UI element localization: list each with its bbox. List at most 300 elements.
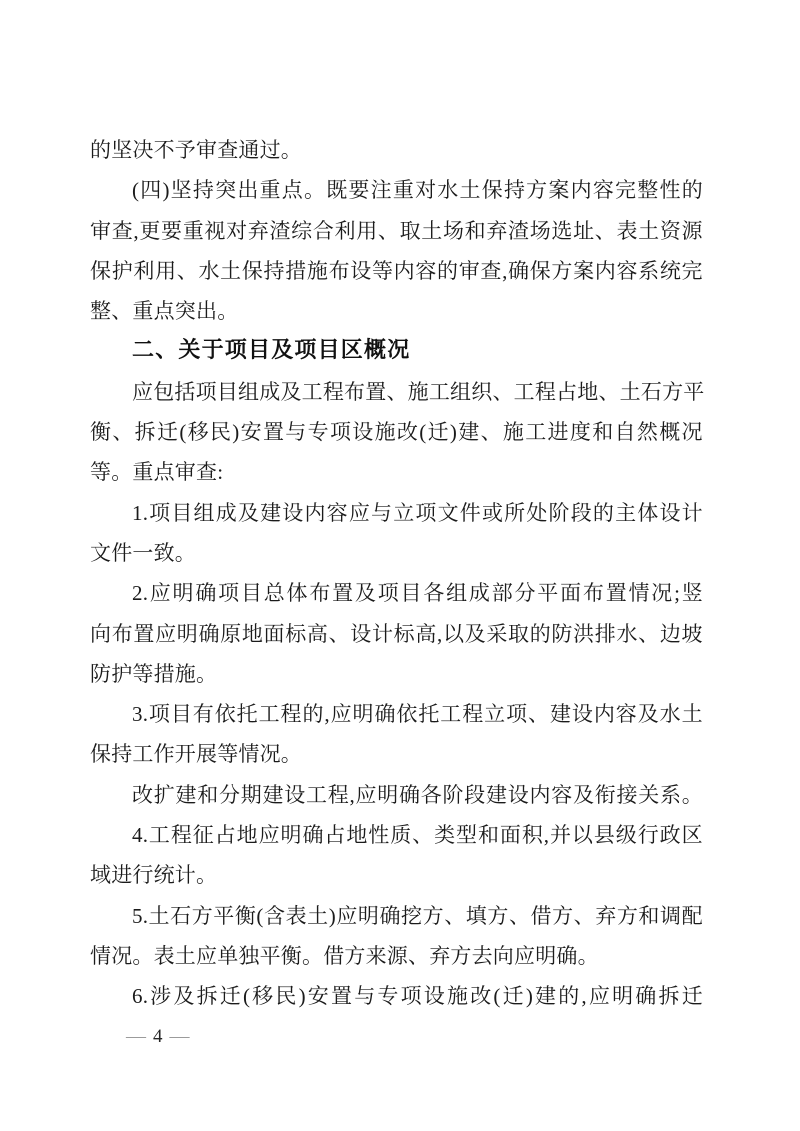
text-char: 洪 (573, 621, 595, 646)
text-char: 调 (659, 903, 682, 928)
text-char: 借 (530, 903, 552, 928)
text-char: 专 (377, 984, 399, 1009)
text-char: 应 (348, 500, 371, 525)
text-char: 程 (462, 702, 484, 727)
text-char: 更 (139, 218, 161, 243)
text-char: 托 (236, 702, 258, 727)
text-char: 既 (326, 178, 348, 203)
text-char: 组 (450, 379, 472, 404)
text-char: 改 (132, 782, 154, 807)
text-char: 持 (192, 178, 215, 203)
text-char: 计 (371, 621, 394, 646)
text-char: 内 (593, 702, 616, 727)
text-char: 置 (332, 581, 354, 606)
text-char: 织 (471, 379, 493, 404)
text-char: 址 (573, 218, 595, 243)
text-char: , (581, 984, 587, 1009)
text-char: 平 (683, 379, 705, 404)
text-char: 水 (198, 258, 220, 283)
text-char: 拆 (134, 420, 156, 445)
text-line: 等。重点审查: (90, 460, 224, 485)
text-char: 迁 (502, 984, 524, 1009)
text-char: 整 (637, 178, 659, 203)
text-char: 专 (307, 420, 329, 445)
text-char: 挖 (401, 903, 423, 928)
text-char: 段 (464, 782, 486, 807)
text-char: 标 (285, 621, 307, 646)
text-char: 建 (175, 782, 197, 807)
text-char: 工 (148, 823, 171, 848)
text-char: 应 (355, 782, 377, 807)
text-line: 情况。表土应单独平衡。借方来源、弃方去向应明确。 (90, 943, 599, 968)
text-line (90, 775, 703, 815)
text-char: 确 (508, 258, 530, 283)
text-char: 阶 (548, 500, 570, 525)
text-char: 确 (379, 903, 401, 928)
text-char: 地 (577, 379, 599, 404)
text-char: 和 (197, 782, 219, 807)
text-line (90, 896, 703, 936)
text-char: 设 (350, 258, 372, 283)
text-char: 坡 (681, 621, 703, 646)
text-char: 各 (423, 581, 445, 606)
text-char: 移 (252, 984, 274, 1009)
text-line (90, 694, 703, 734)
text-char: 施 (374, 420, 396, 445)
text-char: 排 (594, 621, 616, 646)
text-char: 度 (569, 420, 592, 445)
text-char: 。 (681, 782, 703, 807)
text-char: 防 (551, 621, 573, 646)
text-char: 、 (112, 420, 134, 445)
text-char: 对 (226, 218, 248, 243)
text-line (90, 170, 703, 210)
text-char: ) (525, 984, 534, 1009)
text-char: 方 (422, 903, 444, 928)
text-char: 系 (660, 782, 682, 807)
text-char: 及 (354, 581, 377, 606)
text-char: 的 (681, 178, 703, 203)
text-char: 建 (260, 500, 282, 525)
text-char: 重 (182, 218, 204, 243)
text-char: 原 (220, 621, 242, 646)
text-char: 容 (326, 500, 348, 525)
text-char: 面 (263, 621, 285, 646)
text-char: , (543, 823, 550, 848)
text-char: 方 (526, 178, 548, 203)
text-line: 防护等措施。 (90, 661, 218, 686)
text-char: 征 (192, 823, 214, 848)
text-char: 设 (423, 984, 445, 1009)
text-char: 质 (390, 823, 412, 848)
text-char: 的 (302, 702, 324, 727)
text-char: 应 (258, 823, 280, 848)
text-char: 程 (327, 782, 349, 807)
text-char: , (502, 258, 508, 283)
text-char: 土 (638, 218, 660, 243)
text-char: 应 (588, 984, 611, 1009)
text-char: 视 (204, 218, 226, 243)
text-char: 型 (456, 823, 478, 848)
text-char: ( (132, 178, 140, 203)
text-char: 迁 (156, 420, 179, 445)
text-char: 地 (236, 823, 258, 848)
text-char: 4. (132, 823, 149, 848)
text-char: 重 (392, 178, 415, 203)
text-char: 护 (111, 258, 133, 283)
text-char: 确 (302, 823, 324, 848)
text-char: 。 (303, 178, 326, 203)
text-char: 移 (187, 420, 209, 445)
text-char: 自 (614, 420, 636, 445)
text-char: 高 (306, 621, 329, 646)
text-char: 弃 (247, 218, 269, 243)
text-char: 土 (421, 218, 443, 243)
text-line: 域进行统计。 (90, 863, 218, 888)
text-char: 衡 (234, 903, 257, 928)
text-char: 确 (374, 702, 396, 727)
text-line (90, 976, 703, 1016)
text-char: 建 (535, 984, 557, 1009)
text-char: 程 (170, 823, 193, 848)
text-char: 、 (176, 258, 198, 283)
text-char: 工 (428, 379, 451, 404)
text-char: 组 (193, 500, 215, 525)
text-char: , (324, 702, 330, 727)
text-char: 5. (132, 903, 149, 928)
text-char: 施 (306, 258, 329, 283)
text-char: 确 (399, 782, 421, 807)
text-char: ; (674, 581, 681, 606)
text-char: 区 (681, 823, 703, 848)
text-char: 确 (635, 984, 657, 1009)
section-heading: 二、关于项目及项目区概况 (132, 338, 411, 364)
text-char: 的 (592, 500, 615, 525)
text-char: 体 (637, 500, 659, 525)
text-char: ( (179, 420, 187, 445)
text-char: , (437, 621, 443, 646)
text-char: 等 (371, 258, 394, 283)
text-char: 与 (285, 420, 307, 445)
text-char: 应 (149, 581, 171, 606)
text-line (90, 573, 703, 613)
text-char: 然 (636, 420, 659, 445)
text-char: 况 (651, 581, 673, 606)
text-char: 改 (470, 984, 492, 1009)
text-char: 资 (659, 218, 682, 243)
text-char: 政 (659, 823, 681, 848)
text-char: 和 (464, 218, 486, 243)
text-char: 和 (592, 420, 614, 445)
text-char: 改 (396, 420, 419, 445)
text-char: 方 (191, 903, 213, 928)
text-char: 方 (552, 903, 574, 928)
text-char: 依 (214, 702, 236, 727)
text-char: 设 (507, 782, 529, 807)
text-char: 设 (284, 782, 306, 807)
text-char: 、 (328, 621, 350, 646)
text-char: 应 (132, 379, 154, 404)
text-char: 主 (615, 500, 637, 525)
text-char: 持 (503, 178, 526, 203)
text-char: 有 (192, 702, 214, 727)
text-char: 件 (459, 500, 481, 525)
text-char: 工 (258, 702, 280, 727)
text-char: 地 (241, 621, 264, 646)
text-char: 、 (480, 420, 502, 445)
text-char: 措 (285, 258, 307, 283)
text-char: 项 (149, 500, 171, 525)
text-char: 完 (615, 178, 637, 203)
text-char: 类 (434, 823, 456, 848)
text-char: 容 (615, 702, 637, 727)
document-body (90, 130, 703, 1017)
text-char: 工 (440, 702, 462, 727)
text-char: ) (162, 178, 170, 203)
text-char: 内 (594, 258, 616, 283)
text-char: 以 (442, 621, 465, 646)
text-char: 段 (570, 500, 592, 525)
text-char: 体 (286, 581, 308, 606)
text-char: 表 (616, 218, 638, 243)
text-char: 立 (393, 500, 415, 525)
text-char: 性 (368, 823, 390, 848)
text-char: 明 (357, 903, 380, 928)
text-char: 目 (171, 500, 193, 525)
text-char: 的 (558, 984, 580, 1009)
text-char: 内 (304, 500, 326, 525)
text-line: 的坚决不予审查通过。 (90, 138, 302, 162)
text-char: ( (256, 903, 264, 928)
text-char: 土 (307, 903, 329, 928)
text-char: 安 (307, 984, 329, 1009)
text-char: 的 (529, 621, 551, 646)
text-char: ) (449, 420, 458, 445)
text-char: 方 (551, 258, 573, 283)
text-char: 高 (415, 621, 437, 646)
text-char: 项 (400, 984, 422, 1009)
text-char: 面 (499, 823, 522, 848)
text-char: 项 (148, 702, 171, 727)
text-char: 建 (262, 782, 284, 807)
text-line: 保持工作开展等情况。 (90, 742, 302, 767)
text-char: 项 (415, 500, 437, 525)
text-char: 容 (415, 258, 437, 283)
text-char: 级 (615, 823, 637, 848)
text-char: 布 (309, 581, 331, 606)
text-char: 接 (616, 782, 638, 807)
text-char: 迁 (427, 420, 449, 445)
text-char: 及 (464, 621, 486, 646)
text-char: 项 (329, 420, 352, 445)
text-char: 、 (386, 379, 408, 404)
text-char: 应 (330, 702, 352, 727)
text-char: 布 (582, 581, 605, 606)
text-line (90, 614, 703, 654)
text-char: 坚 (170, 178, 192, 203)
text-char: 场 (442, 218, 465, 243)
page-footer (126, 1016, 190, 1056)
text-line (90, 372, 703, 412)
text-char: 置 (133, 621, 155, 646)
text-char: 设 (571, 702, 594, 727)
page-number: 4 (153, 1026, 163, 1047)
text-char: 保 (90, 258, 112, 283)
text-char: 占 (214, 823, 236, 848)
text-char: 或 (481, 500, 504, 525)
text-char: 内 (393, 258, 415, 283)
text-char: 置 (262, 420, 285, 445)
text-char: 保 (241, 258, 264, 283)
text-char: 安 (240, 420, 262, 445)
text-char: 案 (573, 258, 595, 283)
text-line: 整、重点突出。 (90, 299, 239, 324)
text-char: 取 (508, 621, 530, 646)
text-char: 对 (415, 178, 437, 203)
text-char: 进 (547, 420, 569, 445)
text-char: 情 (628, 581, 650, 606)
text-char: 及 (173, 984, 195, 1009)
text-char: 、 (638, 621, 660, 646)
text-char: 用 (155, 258, 177, 283)
text-char: 及 (280, 379, 302, 404)
text-char: 包 (153, 379, 175, 404)
text-char: 及 (237, 500, 260, 525)
text-char: 置 (365, 379, 387, 404)
text-char: 要 (348, 178, 370, 203)
text-char: 及 (573, 782, 595, 807)
text-char: 注 (370, 178, 392, 203)
text-char: 期 (240, 782, 262, 807)
text-char: 土 (148, 903, 170, 928)
text-char: 各 (420, 782, 442, 807)
text-char: 确 (198, 621, 220, 646)
text-char: 弃 (486, 218, 508, 243)
text-char: 利 (334, 218, 356, 243)
text-char: 点 (281, 178, 303, 203)
text-char: 重 (259, 178, 281, 203)
text-char: , (133, 218, 139, 243)
text-char: 平 (537, 581, 559, 606)
text-char: ) (298, 984, 306, 1009)
text-char: 布 (328, 258, 350, 283)
text-line (90, 251, 703, 291)
footer-dash-left: — (126, 1025, 146, 1047)
text-char: 分 (514, 581, 536, 606)
text-char: 目 (170, 702, 193, 727)
text-char: 扩 (153, 782, 175, 807)
text-line (90, 815, 703, 855)
text-char: 水 (437, 178, 459, 203)
text-char: ) (328, 903, 336, 928)
text-char: 占 (324, 823, 346, 848)
text-char: 、 (573, 903, 595, 928)
text-char: 内 (570, 178, 592, 203)
text-char: 工 (301, 379, 323, 404)
text-char: 积 (521, 823, 544, 848)
text-char: 与 (354, 984, 376, 1009)
text-char: 阶 (442, 782, 464, 807)
text-char: 3. (132, 702, 149, 727)
text-char: 设 (282, 500, 304, 525)
text-char: 衔 (594, 782, 616, 807)
text-char: 土 (681, 702, 703, 727)
text-char: 场 (529, 218, 551, 243)
text-char: 四 (140, 178, 162, 203)
text-char: 置 (605, 581, 627, 606)
text-char: 方 (616, 903, 639, 928)
text-char: 总 (263, 581, 285, 606)
text-char: 组 (446, 581, 468, 606)
text-char: 立 (484, 702, 506, 727)
text-line (90, 412, 703, 452)
text-char: 、 (377, 218, 400, 243)
text-char: 部 (491, 581, 513, 606)
text-char: 查 (111, 218, 133, 243)
text-char: 建 (549, 702, 572, 727)
text-char: 、 (598, 379, 620, 404)
text-char: 面 (560, 581, 582, 606)
text-char: 用 (356, 218, 378, 243)
text-char: 方 (662, 379, 684, 404)
text-char: 程 (534, 379, 557, 404)
text-char: 施 (447, 984, 469, 1009)
text-char: 明 (612, 984, 634, 1009)
text-char: 项 (218, 581, 240, 606)
text-char: 拆 (196, 984, 218, 1009)
text-char: 性 (659, 178, 681, 203)
text-char: 石 (640, 379, 663, 404)
text-char: 工 (306, 782, 328, 807)
text-char: 目 (400, 581, 422, 606)
text-char: 填 (465, 903, 487, 928)
text-char: 目 (240, 581, 263, 606)
text-char: 成 (215, 500, 237, 525)
text-char: 县 (593, 823, 616, 848)
text-char: ( (493, 984, 501, 1009)
footer-dash-right: — (169, 1025, 190, 1047)
text-char: 程 (322, 379, 345, 404)
text-char: 建 (486, 782, 508, 807)
text-char: 工 (525, 420, 547, 445)
text-char: 与 (371, 500, 393, 525)
text-char: 渣 (508, 218, 530, 243)
text-char: 明 (176, 621, 198, 646)
text-char: 建 (458, 420, 480, 445)
text-char: 和 (477, 823, 500, 848)
text-char: 、 (444, 903, 466, 928)
text-char: 迁 (219, 984, 241, 1009)
text-char: 项 (377, 581, 399, 606)
text-char: 涉 (150, 984, 172, 1009)
text-char: 依 (396, 702, 418, 727)
text-char: 平 (213, 903, 235, 928)
text-char: 的 (437, 258, 459, 283)
text-char: 程 (280, 702, 302, 727)
text-char: 设 (659, 500, 681, 525)
text-char: 合 (312, 218, 335, 243)
text-char: 利 (133, 258, 155, 283)
text-char: 项 (195, 379, 217, 404)
text-char: 应 (336, 903, 358, 928)
text-char: 系 (638, 258, 660, 283)
text-char: 及 (637, 702, 659, 727)
text-char: 案 (548, 178, 570, 203)
text-char: 保 (529, 258, 551, 283)
text-char: 综 (291, 218, 313, 243)
text-char: 应 (155, 621, 177, 646)
text-char: 工 (513, 379, 535, 404)
